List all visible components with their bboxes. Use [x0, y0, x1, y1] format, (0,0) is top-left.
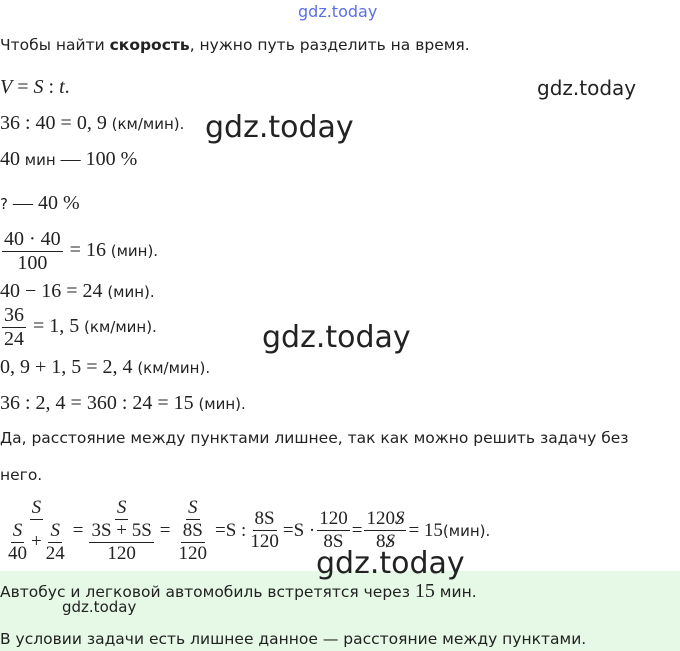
- line-4-q: ?: [0, 195, 8, 213]
- den-8: 8: [375, 531, 386, 553]
- s-colon: S :: [225, 519, 247, 541]
- watermark-1: gdz.today: [537, 76, 637, 100]
- fraction: [89, 520, 153, 565]
- fraction: [6, 520, 29, 565]
- answer-number: 15: [414, 580, 435, 602]
- formula-v: V: [0, 76, 13, 98]
- fraction-num: 8S: [182, 519, 203, 541]
- line-8-unit: (км/мин).: [132, 359, 211, 377]
- intro-after: , нужно путь разделить на время.: [189, 36, 470, 54]
- note-line-2: него.: [0, 466, 43, 484]
- fraction-num: S: [50, 519, 60, 541]
- cancelled-s: S: [394, 508, 405, 530]
- fraction-den: 24: [4, 328, 24, 350]
- line-7: [0, 304, 157, 351]
- line-3: [0, 148, 137, 171]
- fraction-num: S: [31, 497, 42, 518]
- s-times: S ·: [293, 519, 316, 541]
- fraction: [2, 228, 63, 275]
- fraction: [248, 508, 281, 553]
- fraction-den: 100: [17, 252, 48, 274]
- plus: +: [31, 531, 42, 553]
- equals: =: [159, 519, 171, 541]
- line-9-unit: (мин).: [193, 395, 246, 413]
- intro-before: Чтобы найти: [0, 36, 110, 54]
- answer-text: Автобус и легковой автомобиль встретятся через: [0, 583, 415, 601]
- note-line-1: Да, расстояние между пунктами лишнее, так как можно решить задачу без: [0, 429, 629, 447]
- formula-colon: :: [43, 76, 60, 98]
- fraction-num: 36: [4, 304, 24, 326]
- line-2-unit: (км/мин).: [106, 115, 185, 133]
- fraction-den: 40: [8, 542, 27, 564]
- fraction-den: [2, 520, 71, 565]
- fraction-num: 120: [319, 508, 348, 530]
- line-5: [0, 228, 158, 275]
- fraction: [44, 520, 67, 565]
- line-2: [0, 112, 184, 135]
- line-6-expr: 40 − 16 = 24: [0, 280, 103, 302]
- fraction-num: [364, 508, 406, 531]
- line-4: [0, 192, 80, 215]
- line-2-expr: 36 : 40 = 0, 9: [0, 112, 107, 134]
- fraction-num: 8S: [254, 508, 275, 530]
- watermark-4: gdz.today: [316, 546, 465, 581]
- line-7-rest: = 1, 5: [28, 315, 80, 338]
- line-9: [0, 392, 246, 415]
- equals: =: [215, 519, 226, 541]
- intro-bold: скорость: [109, 36, 190, 54]
- formula-s: S: [33, 76, 44, 98]
- fraction: [2, 497, 71, 565]
- line-4-b: — 40 %: [7, 192, 80, 214]
- fraction-num: S: [12, 519, 23, 541]
- fraction-den: 120: [107, 542, 136, 564]
- watermark-2: gdz.today: [205, 110, 354, 145]
- fraction-num: S: [188, 497, 198, 518]
- fraction-den: [173, 520, 214, 565]
- fraction-den: [85, 520, 157, 565]
- formula-eq: =: [12, 76, 34, 98]
- formula-t: t: [59, 76, 65, 98]
- line-7-unit: (км/мин).: [79, 318, 157, 337]
- fraction: [2, 304, 26, 351]
- line-3-b: — 100 %: [55, 148, 138, 170]
- watermark-top: gdz.today: [298, 2, 378, 21]
- fraction-den: 120: [178, 542, 208, 564]
- fraction-den: 120: [250, 531, 279, 553]
- equals: =: [351, 519, 363, 541]
- formula-dot: .: [64, 76, 70, 98]
- line-8-expr: 0, 9 + 1, 5 = 2, 4: [0, 356, 133, 378]
- formula-speed: [0, 76, 70, 99]
- line-6-unit: (мин).: [102, 283, 155, 301]
- fraction: [177, 520, 210, 565]
- fraction-den: 8S: [323, 531, 344, 553]
- num-120: 120: [366, 508, 395, 530]
- answer-unit: мин.: [434, 583, 477, 601]
- fraction: [85, 497, 157, 565]
- line-8: [0, 356, 210, 379]
- result-unit: (мин).: [442, 521, 491, 540]
- fraction-num: 3S + 5S: [91, 519, 152, 541]
- result: = 15: [408, 519, 443, 541]
- fraction: [173, 497, 214, 565]
- line-5-unit: (мин).: [105, 242, 159, 261]
- intro-text: [0, 36, 470, 54]
- line-3-a: 40: [0, 148, 20, 170]
- equals: =: [282, 519, 294, 541]
- watermark-5: gdz.today: [62, 598, 137, 616]
- cancelled-s: S: [385, 531, 395, 553]
- line-5-rest: = 16: [64, 239, 106, 262]
- fraction-num: S: [116, 497, 127, 518]
- line-9-expr: 36 : 2, 4 = 360 : 24 = 15: [0, 392, 194, 414]
- fraction-num: 40 · 40: [4, 228, 61, 250]
- fraction-den: 24: [45, 542, 65, 564]
- line-6: [0, 280, 155, 303]
- answer-line-2: В условии задачи есть лишнее данное — расстояние между пунктами.: [0, 630, 587, 648]
- watermark-3: gdz.today: [262, 320, 411, 355]
- line-3-unit: мин: [20, 151, 56, 169]
- equals: =: [72, 519, 84, 541]
